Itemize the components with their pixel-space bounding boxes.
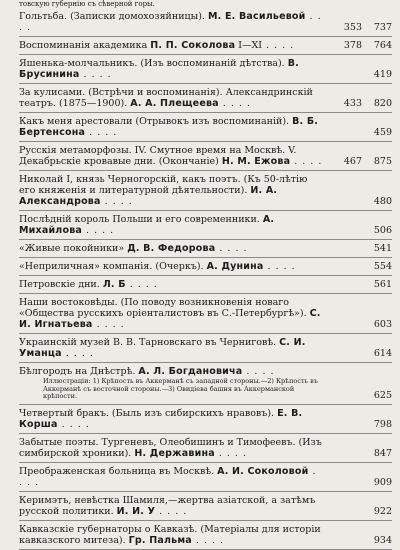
- toc-entry: [19, 334, 392, 363]
- entry-pages: [332, 196, 392, 207]
- leader-dots: . . . .: [290, 156, 323, 167]
- entry-title: Русскія метаморфозы. IV. Смутное время на Москвѣ. V. Декабрьскіе кровавые дни. (Окончаніе): [19, 145, 297, 167]
- toc-entry: [19, 492, 392, 521]
- entry-title: Преображенская больница въ Москвѣ.: [19, 465, 218, 477]
- toc-entry: [19, 240, 392, 258]
- leader-dots: . . . .: [261, 40, 295, 51]
- entry-author: А. А. Плещеева: [130, 98, 219, 109]
- entry-author: И. И. У: [116, 505, 156, 517]
- entry-author: Л. Б: [102, 279, 126, 290]
- entry-pages: [332, 535, 392, 546]
- entry-pages: [332, 40, 392, 51]
- entry-title: Николай I, князь Черногорскій, какъ поэтъ. (Къ 50-лѣтію его княженія и литературной дѣятельности).: [19, 174, 308, 196]
- entry-pages: [332, 390, 392, 401]
- toc-entry: [19, 363, 392, 405]
- entry-author: А. Дунина: [206, 261, 264, 272]
- toc-entry: [19, 405, 392, 434]
- entry-author: А. Михайлова: [19, 214, 275, 236]
- leader-dots: . . . .: [92, 319, 125, 330]
- leader-dots: . . . .: [218, 98, 251, 109]
- page-number-second: 909: [373, 476, 392, 488]
- page-number-second: 554: [373, 261, 392, 272]
- entry-pages: [332, 419, 392, 430]
- entry-note: Иллюстраціи: 1) Крѣпость въ Аккерманѣ съ западной стороны.—2) Крѣпость въ Аккерманѣ съ восточной стороны.—3) Овидіева башня въ Аккерманской крѣпости.: [43, 377, 318, 400]
- page-number-second: 875: [373, 156, 392, 167]
- entry-author: Д. В. Федорова: [127, 243, 216, 254]
- entry-author: Н. М. Ежова: [221, 156, 291, 167]
- leader-dots: . . . .: [155, 505, 188, 517]
- page-number-second: 820: [373, 98, 392, 109]
- entry-author: В. Б. Бертенсона: [19, 116, 319, 138]
- entry-pages: [332, 156, 392, 167]
- toc-entry: [19, 294, 392, 334]
- entry-title: Какъ меня арестовали (Отрывокъ изъ воспоминаній).: [19, 116, 293, 127]
- leader-dots: . . . .: [57, 418, 90, 430]
- entry-title: Петровскіе дни.: [19, 279, 103, 290]
- leader-dots: . . . .: [100, 196, 133, 207]
- entry-title: Послѣдній король Польши и его современники.: [19, 214, 263, 225]
- page-number-second: 480: [373, 196, 392, 207]
- entry-pages: [332, 69, 392, 80]
- entry-title: «Живые покойники»: [19, 243, 128, 254]
- entry-title: «Неприличная» компанія. (Очеркъ).: [19, 261, 207, 272]
- page-number-second: 764: [373, 40, 392, 51]
- entry-pages: [332, 348, 392, 359]
- page-number-second: 459: [373, 127, 392, 138]
- leader-dots: . . . .: [19, 465, 317, 488]
- entry-author: И. А. Александрова: [19, 185, 278, 207]
- entry-pages: [332, 98, 392, 109]
- entry-title: Яшенька-молчальникъ. (Изъ воспоминаній дѣтства).: [19, 58, 288, 69]
- page-number-second: 737: [373, 22, 392, 33]
- entry-pages: [332, 319, 392, 330]
- entry-title: За кулисами. (Встрѣчи и воспоминанія). Александринскій театръ. (1875—1900).: [19, 87, 313, 109]
- entry-author: М. Е. Васильевой: [207, 11, 306, 22]
- leader-dots: . . . .: [242, 366, 275, 377]
- entry-author: П. П. Соколова: [150, 40, 236, 51]
- entry-pages: [332, 477, 392, 488]
- leader-dots: . . . .: [214, 447, 247, 459]
- entry-author: С. И. Уманца: [19, 337, 306, 359]
- toc-entry: [19, 171, 392, 211]
- entry-title: Наши востоковѣды. (По поводу возникновенія новаго «Общества русскихъ оріенталистовъ въ С.-Петербургѣ»).: [19, 297, 310, 319]
- toc-entry: [19, 276, 392, 294]
- entry-author: С. И. Игнатьева: [19, 308, 321, 330]
- toc-entry: [19, 55, 392, 84]
- toc-entry: [19, 84, 392, 113]
- entry-author: А. Л. Богдановича: [138, 366, 243, 377]
- toc-entry: [19, 211, 392, 240]
- entry-pages: [332, 127, 392, 138]
- page-number-first: 378: [343, 40, 362, 51]
- entry-title: Гольтьба. (Записки домохозяйницы).: [19, 11, 208, 22]
- page-number-second: 614: [373, 348, 392, 359]
- page-number-second: 922: [373, 505, 392, 517]
- page-number-second: 798: [373, 418, 392, 430]
- toc-entry: [19, 258, 392, 276]
- toc-entry: [19, 37, 392, 55]
- entry-pages: [332, 448, 392, 459]
- entry-title: Забытые поэты. Тургеневъ, Олеобишинъ и Тимофеевъ. (Изъ симбирской хроники).: [19, 436, 322, 459]
- toc-entry: [19, 434, 392, 463]
- page-number-second: 625: [373, 389, 392, 401]
- page-number-second: 603: [373, 319, 392, 330]
- entry-title: Четвертый бракъ. (Быль изъ сибирскихъ нравовъ).: [19, 407, 278, 419]
- leader-dots: . . . .: [19, 11, 322, 33]
- toc-entry: [19, 463, 392, 492]
- entry-author: Н. Державина: [134, 447, 215, 459]
- entry-author: Гр. Пальма: [128, 534, 192, 546]
- leader-dots: . . . .: [85, 127, 118, 138]
- entry-pages: [332, 22, 392, 33]
- entry-author: В. Брусинина: [19, 58, 299, 80]
- entry-extra: I—XI: [235, 40, 262, 51]
- entry-title: Бѣлгородъ на Днѣстрѣ.: [19, 366, 139, 377]
- page-number-second: 934: [373, 534, 392, 546]
- entry-pages: [332, 506, 392, 517]
- entry-pages: [332, 279, 392, 290]
- leader-dots: . . . .: [61, 348, 94, 359]
- leader-dots: . . . .: [215, 243, 248, 254]
- page-number-second: 419: [373, 69, 392, 80]
- toc-entry: [19, 8, 392, 37]
- page-number-second: 847: [373, 447, 392, 459]
- leader-dots: . . . .: [125, 279, 158, 290]
- entry-pages: [332, 261, 392, 272]
- entry-pages: [332, 243, 392, 254]
- toc-entry: [19, 142, 392, 171]
- page-number-second: 541: [373, 243, 392, 254]
- page-number-first: 467: [343, 156, 362, 167]
- entry-title: Керимэтъ, невѣстка Шамиля,—жертва азіатской, а затѣмъ русской политики.: [19, 494, 316, 517]
- toc-list: [19, 8, 392, 550]
- entry-author: А. И. Соколовой: [217, 465, 309, 477]
- entry-title: Кавказскіе губернаторы о Кавказѣ. (Матеріалы для исторіи кавказского митеза).: [19, 523, 321, 546]
- page-number-first: 353: [343, 22, 362, 33]
- leader-dots: . . . .: [191, 534, 225, 546]
- entry-author: Е. В. Корша: [19, 407, 303, 430]
- toc-entry: [19, 521, 392, 550]
- toc-entry: [19, 113, 392, 142]
- page-number-second: 506: [373, 225, 392, 236]
- header-fragment: товскую губернію съ сѣверной горы.: [19, 0, 155, 8]
- leader-dots: . . . .: [263, 261, 296, 272]
- entry-pages: [332, 225, 392, 236]
- entry-title: Украинскій музей В. В. Тарновскаго въ Черниговѣ.: [19, 337, 280, 348]
- leader-dots: . . . .: [79, 69, 112, 80]
- page-number-first: 433: [343, 98, 362, 109]
- page-number-second: 561: [373, 279, 392, 290]
- entry-title: Воспоминанія академика: [19, 40, 151, 51]
- leader-dots: . . . .: [82, 225, 115, 236]
